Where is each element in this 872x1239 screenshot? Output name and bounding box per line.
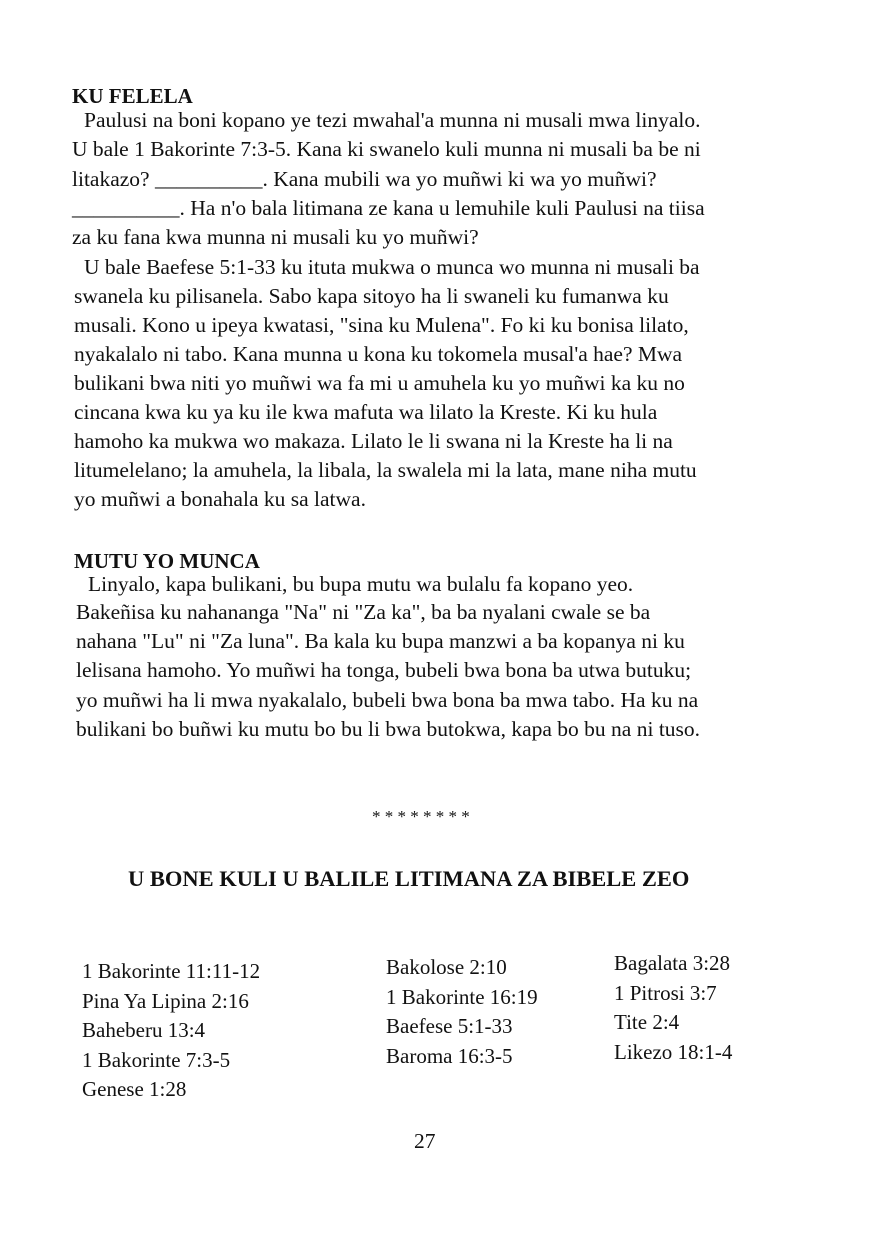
paragraph-line: litakazo? __________. Kana mubili wa yo muñwi ki wa yo muñwi? <box>72 167 657 191</box>
paragraph-line: lelisana hamoho. Yo muñwi ha tonga, bubeli bwa bona ba utwa butuku; <box>76 658 692 682</box>
paragraph-line: musali. Kono u ipeya kwatasi, "sina ku Mulena". Fo ki ku bonisa lilato, <box>74 313 689 337</box>
paragraph-line: nyakalalo ni tabo. Kana munna u kona ku tokomela musal'a hae? Mwa <box>74 342 683 366</box>
section-heading: MUTU YO MUNCA <box>74 549 260 573</box>
page-number: 27 <box>414 1129 436 1153</box>
paragraph-line: hamoho ka mukwa wo makaza. Lilato le li swana ni la Kreste ha li na <box>74 429 673 453</box>
bible-reference: 1 Bakorinte 7:3-5 <box>82 1047 231 1072</box>
bible-reference: Baefese 5:1-33 <box>386 1014 513 1038</box>
bible-reference: Genese 1:28 <box>82 1077 187 1101</box>
reference-column <box>82 957 260 1105</box>
paragraph-line: litumelelano; la amuhela, la libala, la swalela mi la lata, mane niha mutu <box>74 458 697 482</box>
paragraph-line: Bakeñisa ku nahananga "Na" ni "Za ka", ba ba nyalani cwale se ba <box>76 600 651 624</box>
bible-reference: Pina Ya Lipina 2:16 <box>82 988 249 1013</box>
bible-reference: Baroma 16:3-5 <box>386 1043 513 1068</box>
section-heading: KU FELELA <box>72 84 193 108</box>
paragraph-line: bulikani bwa niti yo muñwi wa fa mi u amuhela ku yo muñwi ka ku no <box>74 371 685 395</box>
paragraph-line: za ku fana kwa munna ni musali ku yo muñwi? <box>72 225 479 249</box>
paragraph-line: cincana kwa ku ya ku ile kwa mafuta wa lilato la Kreste. Ki ku hula <box>74 400 658 424</box>
paragraph-line: U bale 1 Bakorinte 7:3-5. Kana ki swanelo kuli munna ni musali ba be ni <box>72 137 701 161</box>
bible-reference: 1 Bakorinte 11:11-12 <box>82 959 261 983</box>
paragraph-line: yo muñwi ha li mwa nyakalalo, bubeli bwa bona ba mwa tabo. Ha ku na <box>76 688 699 712</box>
paragraph-line: bulikani bo buñwi ku mutu bo bu li bwa butokwa, kapa bo bu na ni tuso. <box>76 717 701 741</box>
paragraph-line: U bale Baefese 5:1-33 ku ituta mukwa o munca wo munna ni musali ba <box>84 255 700 279</box>
bible-reference: Bagalata 3:28 <box>614 951 731 975</box>
bible-reference: Bakolose 2:10 <box>386 955 507 979</box>
separator-stars: * * * * * * * * <box>372 807 470 826</box>
paragraph-line: nahana "Lu" ni "Za luna". Ba kala ku bupa manzwi a ba kopanya ni ku <box>76 629 685 653</box>
paragraph-line: Linyalo, kapa bulikani, bu bupa mutu wa bulalu fa kopano yeo. <box>88 572 634 596</box>
paragraph-line: __________. Ha n'o bala litimana ze kana u lemuhile kuli Paulusi na tiisa <box>72 196 705 220</box>
bible-reference: 1 Bakorinte 16:19 <box>386 984 538 1009</box>
reference-column <box>386 953 538 1071</box>
bible-reference: Baheberu 13:4 <box>82 1018 206 1042</box>
bible-reference: Tite 2:4 <box>614 1010 680 1034</box>
reference-column <box>614 949 732 1067</box>
references-title: U BONE KULI U BALILE LITIMANA ZA BIBELE ZEO <box>128 866 690 891</box>
bible-reference: Likezo 18:1-4 <box>614 1039 733 1064</box>
paragraph-line: swanela ku pilisanela. Sabo kapa sitoyo ha li swaneli ku fumanwa ku <box>74 284 669 308</box>
paragraph-line: Paulusi na boni kopano ye tezi mwahal'a munna ni musali mwa linyalo. <box>84 108 701 132</box>
bible-reference: 1 Pitrosi 3:7 <box>614 980 717 1005</box>
paragraph-line: yo muñwi a bonahala ku sa latwa. <box>74 487 366 511</box>
